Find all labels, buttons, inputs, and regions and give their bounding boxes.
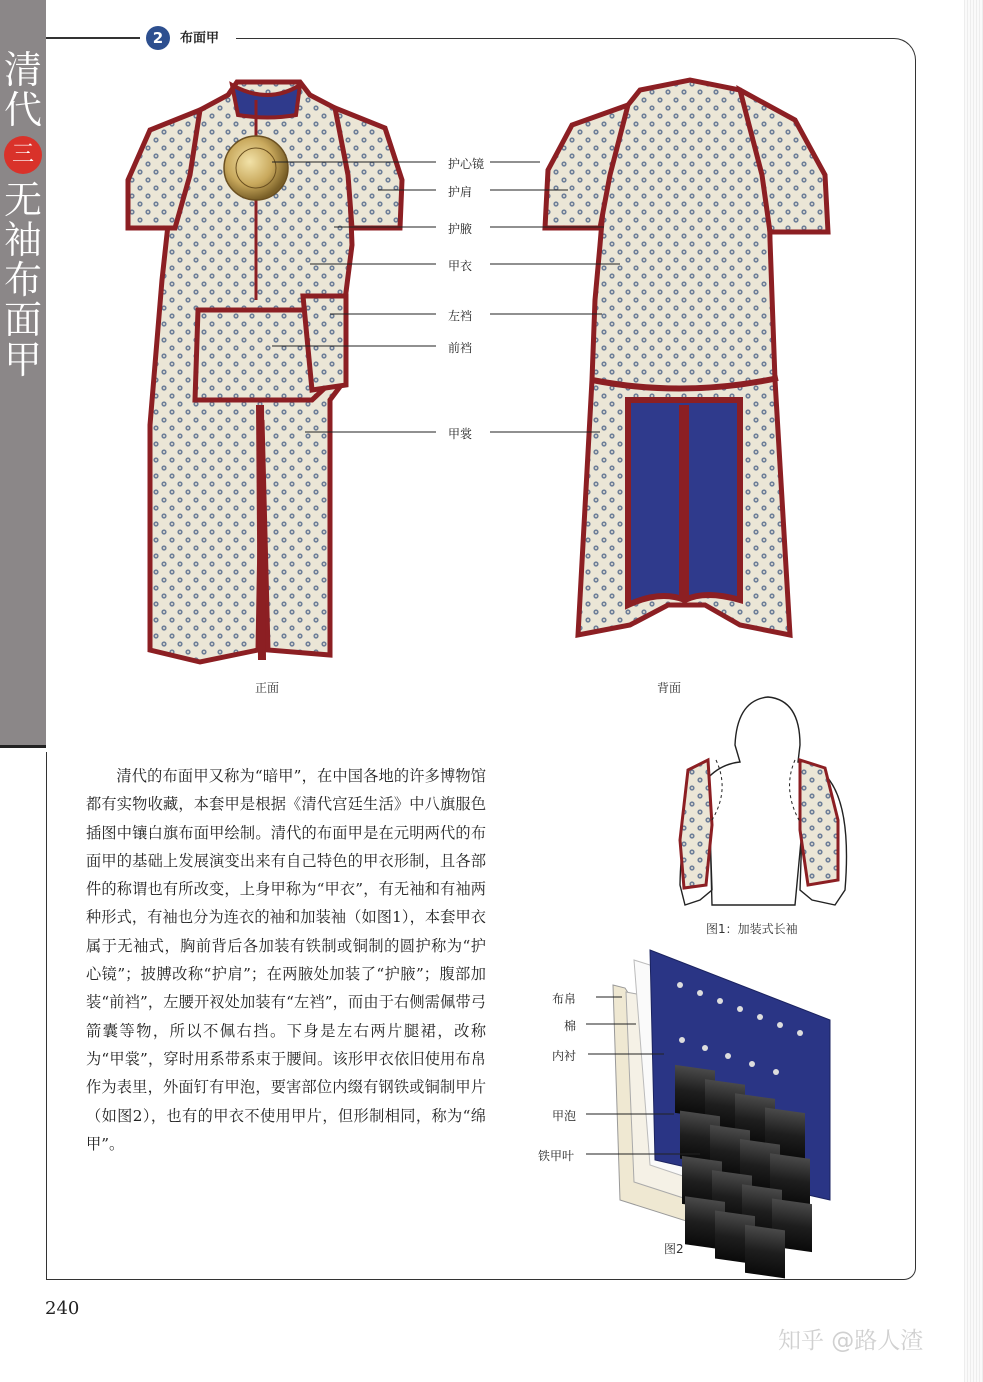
spine-char: 布 — [3, 258, 42, 302]
label-jacket: 甲衣 — [448, 259, 473, 273]
figure2-caption: 图2 — [664, 1242, 684, 1256]
back-view — [545, 80, 828, 635]
caption-back: 背面 — [657, 681, 682, 695]
body-paragraph: 清代的布面甲又称为“暗甲”，在中国各地的许多博物馆都有实物收藏，本套甲是根据《清代宫廷生活》中八旗服色插图中镶白旗布面甲绘制。清代的布面甲是在元明两代的布面甲的基础上发展演变出来有自己特色的甲衣形制，且各部件的称谓也有所改变，上身甲称为“甲衣”，有无袖和有袖两种形式，有袖也分为连衣的袖和加装袖（如图1），本套甲衣属于无袖式，胸前背后各加装有铁制或铜制的圆护称为“护心镜”；披膊改称“护肩”；在两腋处加装了“护腋”；腹部加装“前裆”，左腰开衩处加装有“左裆”，而由于右侧需佩带弓箭囊等物，所以不佩右挡。下身是左右两片腿裙，改称为“甲裳”，穿时用系带系束于腰间。该形甲衣依旧使用布帛作为表里，外面钉有甲泡，要害部位内缀有钢铁或铜制甲片（如图2），也有的甲衣不使用甲片，但形制相同，称为“绵甲”。 — [86, 767, 486, 1153]
body-paragraph-block — [86, 762, 486, 1158]
label-skirt: 甲裳 — [448, 427, 473, 441]
watermark: 知乎 @路人渣 — [778, 1328, 924, 1354]
label-left-flap: 左裆 — [448, 309, 473, 323]
spine-char: 甲 — [3, 338, 42, 382]
spine-badge: 三 — [4, 136, 42, 174]
spine-char: 清 — [3, 48, 42, 92]
label-cloth: 布帛 — [552, 992, 577, 1006]
section-title: 布面甲 — [180, 31, 220, 46]
spine-char: 袖 — [3, 218, 42, 262]
spine-char: 代 — [3, 88, 42, 132]
spine-char: 无 — [3, 178, 42, 222]
label-cotton: 棉 — [564, 1019, 577, 1033]
label-heart-mirror: 护心镜 — [448, 157, 485, 171]
spine-char: 面 — [3, 298, 42, 342]
figure2-drawing — [586, 950, 830, 1278]
label-front-flap: 前裆 — [448, 341, 473, 355]
front-view — [128, 82, 402, 662]
figure1-caption: 图1：加装式长袖 — [706, 922, 798, 936]
label-studs: 甲泡 — [552, 1109, 577, 1123]
label-iron-plates: 铁甲叶 — [538, 1149, 575, 1163]
section-number: 2 — [146, 26, 170, 50]
figure1-drawing — [680, 697, 846, 905]
label-shoulder-guard: 护肩 — [448, 185, 473, 199]
label-lining: 内衬 — [552, 1049, 577, 1063]
page-number: 240 — [45, 1298, 80, 1319]
label-armpit-guard: 护腋 — [448, 222, 473, 236]
caption-front: 正面 — [255, 681, 280, 695]
